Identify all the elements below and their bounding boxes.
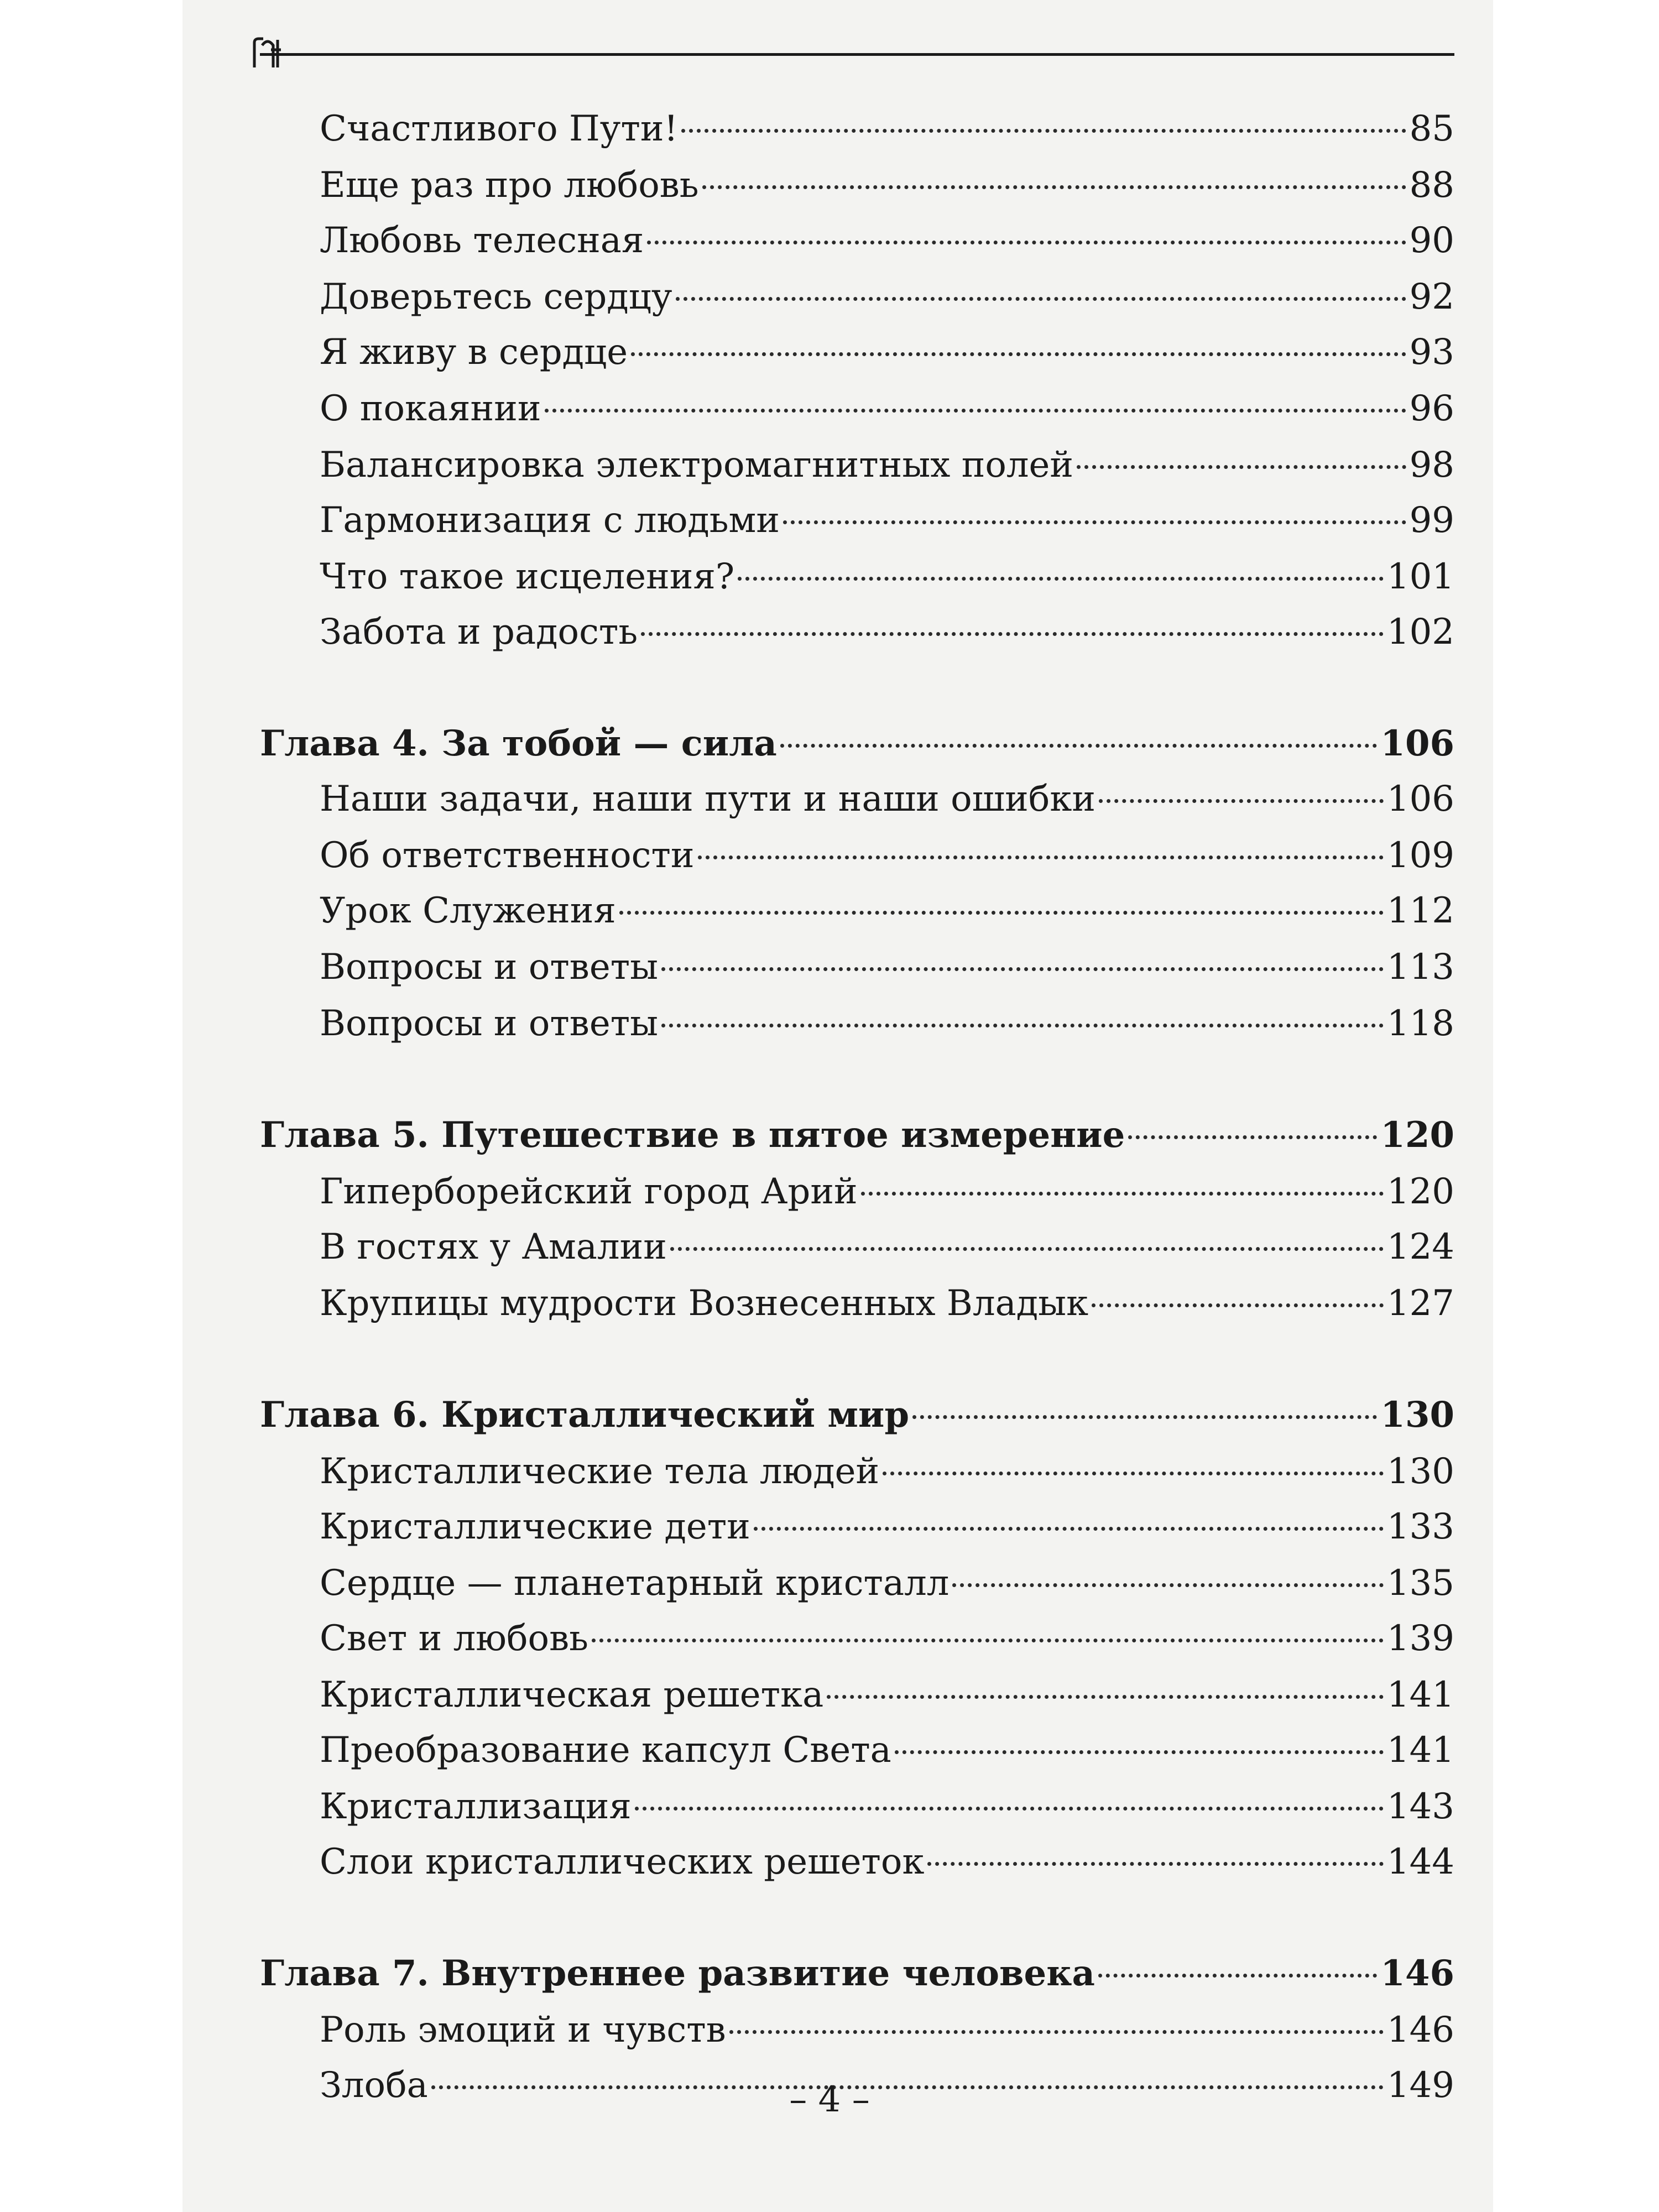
toc-entry-title: Что такое исцеления? <box>320 556 735 597</box>
toc-entry-page: 120 <box>1380 1114 1454 1156</box>
toc-entry <box>260 2005 1454 2055</box>
dot-leader <box>676 297 1406 301</box>
dot-leader <box>729 2030 1384 2034</box>
dot-leader <box>883 1472 1384 1475</box>
dot-leader <box>670 1247 1384 1251</box>
top-rule <box>260 53 1454 56</box>
toc-entry <box>260 607 1454 657</box>
dot-leader <box>681 129 1406 133</box>
toc-entry-page: 146 <box>1386 2010 1454 2051</box>
toc-entry-page: 106 <box>1386 779 1454 820</box>
dot-leader <box>827 1695 1384 1699</box>
toc-entry-page: 99 <box>1409 500 1454 541</box>
toc-entry-page: 144 <box>1386 1841 1454 1882</box>
toc-entry-title: Слои кристаллических решеток <box>320 1841 925 1882</box>
toc-entry-page: 127 <box>1386 1283 1454 1324</box>
dot-leader <box>1098 1974 1378 1978</box>
toc-entry-title: Свет и любовь <box>320 1618 588 1659</box>
toc-entry-page: 90 <box>1409 220 1454 261</box>
toc-entry-title: Об ответственности <box>320 835 695 876</box>
dot-leader <box>861 1192 1384 1196</box>
toc-entry-title: Глава 7. Внутреннее развитие человека <box>260 1953 1095 1994</box>
dot-leader <box>661 967 1384 971</box>
toc-entry-title: Любовь телесная <box>320 220 644 261</box>
toc-entry <box>260 440 1454 490</box>
toc-entry <box>260 1837 1454 1887</box>
toc-entry <box>260 1782 1454 1832</box>
dot-leader <box>641 632 1384 636</box>
toc-entry-page: 102 <box>1386 612 1454 653</box>
toc-entry-page: 130 <box>1380 1394 1454 1436</box>
toc-entry-page: 146 <box>1380 1953 1454 1994</box>
toc-entry-page: 143 <box>1386 1786 1454 1827</box>
toc-entry-title: Наши задачи, наши пути и наши ошибки <box>320 779 1095 820</box>
toc-chapter-entry <box>260 1949 1454 1999</box>
toc-entry <box>260 327 1454 377</box>
dot-leader <box>780 744 1378 748</box>
toc-entry-page: 109 <box>1386 835 1454 876</box>
toc-entry <box>260 886 1454 936</box>
toc-entry-title: Доверьтесь сердцу <box>320 276 672 317</box>
toc-entry-page: 112 <box>1386 890 1454 931</box>
toc-entry-page: 130 <box>1386 1451 1454 1492</box>
toc-entry <box>260 216 1454 265</box>
dot-leader <box>631 352 1406 356</box>
toc-entry-title: Сердце — планетарный кристалл <box>320 1563 950 1604</box>
toc-entry-title: Счастливого Пути! <box>320 108 679 149</box>
toc-entry-page: 120 <box>1386 1171 1454 1212</box>
toc-entry-page: 149 <box>1386 2065 1454 2106</box>
toc-entry-title: Кристаллизация <box>320 1786 632 1827</box>
toc-entry-page: 92 <box>1409 276 1454 317</box>
dot-leader <box>698 855 1384 859</box>
toc-entry <box>260 1558 1454 1608</box>
toc-entry-title: Забота и радость <box>320 612 638 653</box>
toc-entry-title: Гиперборейский город Арий <box>320 1171 858 1212</box>
toc-entry-page: 139 <box>1386 1618 1454 1659</box>
toc-entry <box>260 942 1454 992</box>
toc-entry <box>260 495 1454 545</box>
dot-leader <box>635 1807 1384 1811</box>
toc-entry-title: Глава 4. За тобой — сила <box>260 723 777 764</box>
toc-entry-page: 113 <box>1386 947 1454 988</box>
toc-entry-title: Крупицы мудрости Вознесенных Владык <box>320 1283 1089 1324</box>
toc-entry <box>260 1725 1454 1775</box>
toc-entry <box>260 272 1454 322</box>
dot-leader <box>952 1583 1383 1587</box>
toc-entry-title: Вопросы и ответы <box>320 947 659 988</box>
toc-entry-page: 96 <box>1409 388 1454 429</box>
toc-entry-page: 133 <box>1386 1506 1454 1547</box>
toc-entry-title: Злоба <box>320 2065 428 2106</box>
toc-entry <box>260 999 1454 1048</box>
dot-leader <box>927 1862 1383 1866</box>
dot-leader <box>912 1415 1377 1419</box>
toc-entry-page: 135 <box>1386 1563 1454 1604</box>
toc-entry-title: Я живу в сердце <box>320 332 628 373</box>
dot-leader <box>647 241 1406 244</box>
toc-chapter-entry <box>260 1110 1454 1160</box>
toc-entry-page: 93 <box>1409 332 1454 373</box>
toc-entry <box>260 552 1454 602</box>
toc-entry-page: 85 <box>1409 108 1454 149</box>
toc-entry <box>260 774 1454 824</box>
toc-entry <box>260 1614 1454 1663</box>
toc-entry <box>260 1167 1454 1217</box>
toc-entry-page: 88 <box>1409 165 1454 206</box>
dot-leader <box>619 911 1384 915</box>
toc-entry <box>260 1222 1454 1272</box>
dot-leader <box>1099 799 1384 803</box>
dot-leader <box>1128 1135 1377 1139</box>
toc-entry <box>260 1670 1454 1720</box>
dot-leader <box>754 1527 1384 1531</box>
toc-entry-title: Преобразование капсул Света <box>320 1730 891 1771</box>
dot-leader <box>783 520 1406 524</box>
toc-entry-title: Глава 6. Кристаллический мир <box>260 1394 910 1436</box>
toc-entry-title: Еще раз про любовь <box>320 165 699 206</box>
toc-entry-title: Балансировка электромагнитных полей <box>320 445 1074 486</box>
dot-leader <box>1092 1303 1384 1307</box>
toc-entry-title: Урок Служения <box>320 890 616 931</box>
toc-entry-page: 101 <box>1386 556 1454 597</box>
dot-leader <box>702 185 1406 189</box>
toc-entry-title: Роль эмоций и чувств <box>320 2010 726 2051</box>
toc-entry-title: В гостях у Амалии <box>320 1227 667 1267</box>
toc-chapter-entry <box>260 719 1454 769</box>
toc-chapter-entry <box>260 1390 1454 1440</box>
toc-entry <box>260 104 1454 154</box>
toc-entry-page: 124 <box>1386 1227 1454 1267</box>
toc-entry-title: Гармонизация с людьми <box>320 500 780 541</box>
toc-entry-title: Глава 5. Путешествие в пятое измерение <box>260 1114 1125 1156</box>
toc-entry-title: Кристаллические дети <box>320 1506 750 1547</box>
dot-leader <box>1077 465 1406 469</box>
toc-entry <box>260 1502 1454 1552</box>
toc-entry-title: Кристаллические тела людей <box>320 1451 880 1492</box>
toc-entry-title: О покаянии <box>320 388 541 429</box>
toc-entry-page: 141 <box>1386 1674 1454 1715</box>
toc-entry-title: Кристаллическая решетка <box>320 1674 824 1715</box>
toc-entry-page: 118 <box>1386 1003 1454 1044</box>
dot-leader <box>895 1750 1384 1754</box>
toc-entry-title: Вопросы и ответы <box>320 1003 659 1044</box>
dot-leader <box>661 1024 1384 1027</box>
dot-leader <box>738 577 1384 581</box>
toc-entry <box>260 1279 1454 1328</box>
toc-entry-page: 141 <box>1386 1730 1454 1771</box>
toc-entry-page: 98 <box>1409 445 1454 486</box>
toc-entry <box>260 831 1454 880</box>
dot-leader <box>592 1639 1384 1642</box>
toc-entry <box>260 160 1454 210</box>
dot-leader <box>545 409 1406 413</box>
page-number: – 4 – <box>789 2079 870 2120</box>
toc-entry <box>260 384 1454 434</box>
toc-entry-page: 106 <box>1380 723 1454 764</box>
toc-entry <box>260 1447 1454 1496</box>
